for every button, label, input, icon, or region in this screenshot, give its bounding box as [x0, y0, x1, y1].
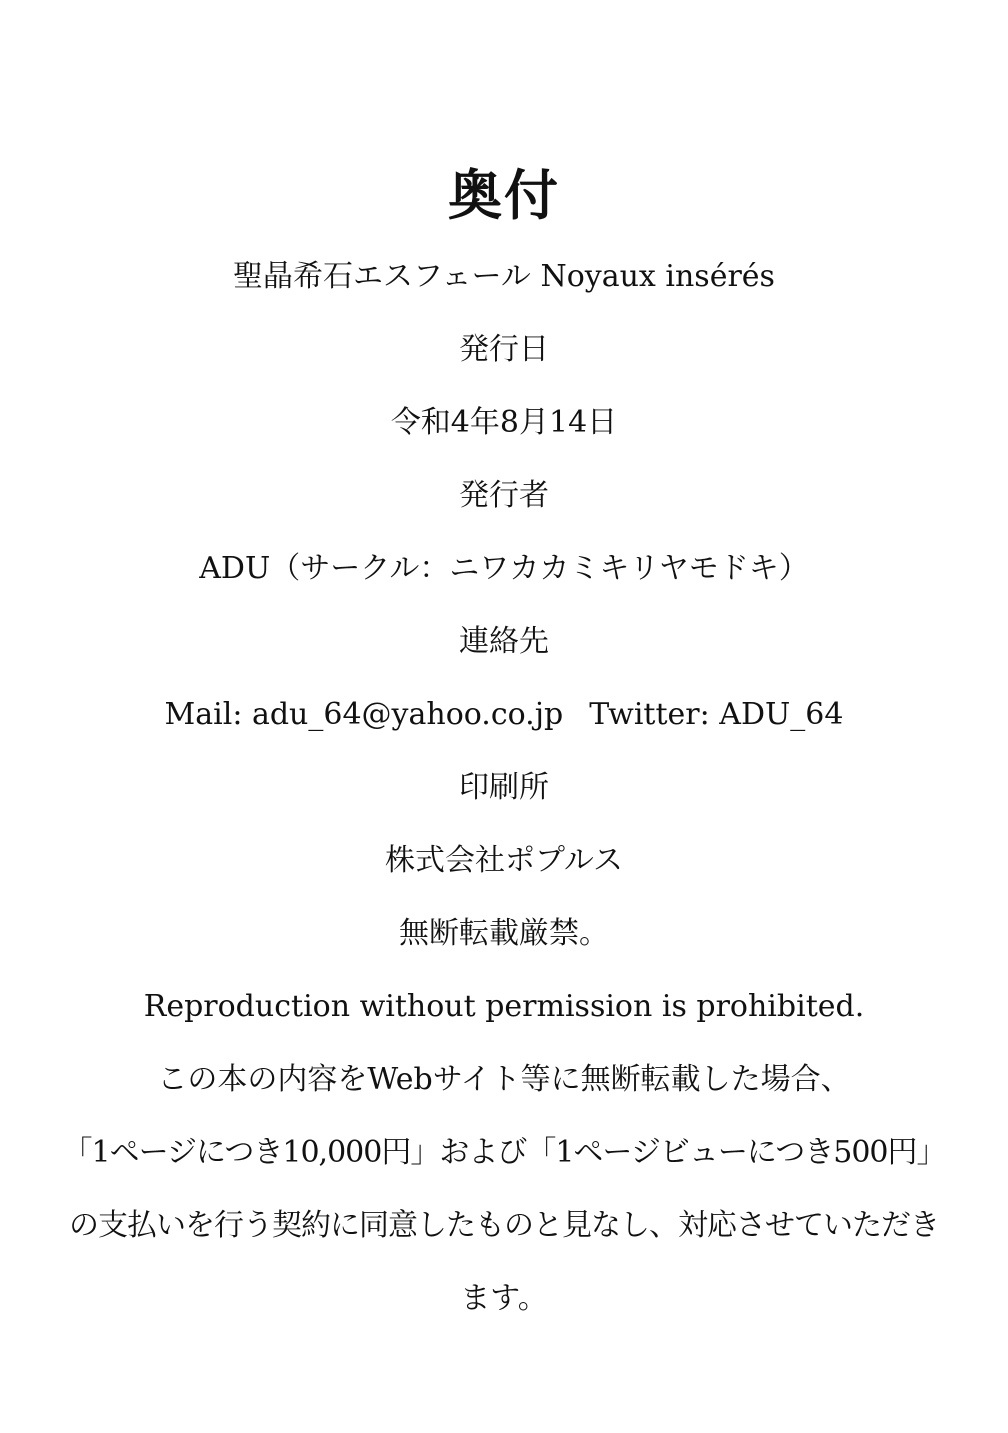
contact-heading: 連絡先: [459, 624, 549, 659]
warning-line-2: 「1ページにつき10,000円」および「1ページビューにつき500円」: [62, 1135, 946, 1170]
printer-name: 株式会社ポプルス: [385, 843, 623, 878]
warning-line-4: ます。: [460, 1281, 548, 1316]
issue-date-heading: 発行日: [459, 332, 549, 367]
work-title: 聖晶希石エスフェール Noyaux insérés: [233, 259, 775, 294]
warning-line-3: の支払いを行う契約に同意したものと見なし、対応させていただき: [69, 1208, 939, 1243]
colophon-title: 奥付: [448, 163, 560, 227]
contact-mail: Mail: adu_64@yahoo.co.jp: [164, 697, 564, 732]
warning-line-1: この本の内容をWebサイト等に無断転載した場合、: [157, 1062, 851, 1097]
issue-date: 令和4年8月14日: [390, 405, 618, 440]
notice-jp: 無断転載厳禁。: [399, 916, 609, 951]
printer-heading: 印刷所: [459, 770, 549, 805]
contact-info: [0, 697, 1008, 732]
publisher-heading: 発行者: [459, 478, 549, 513]
publisher-name: ADU（サークル：ニワカカミキリヤモドキ）: [199, 551, 809, 586]
notice-en: Reproduction without permission is prohibited.: [143, 989, 865, 1024]
contact-twitter: Twitter: ADU_64: [589, 697, 844, 732]
